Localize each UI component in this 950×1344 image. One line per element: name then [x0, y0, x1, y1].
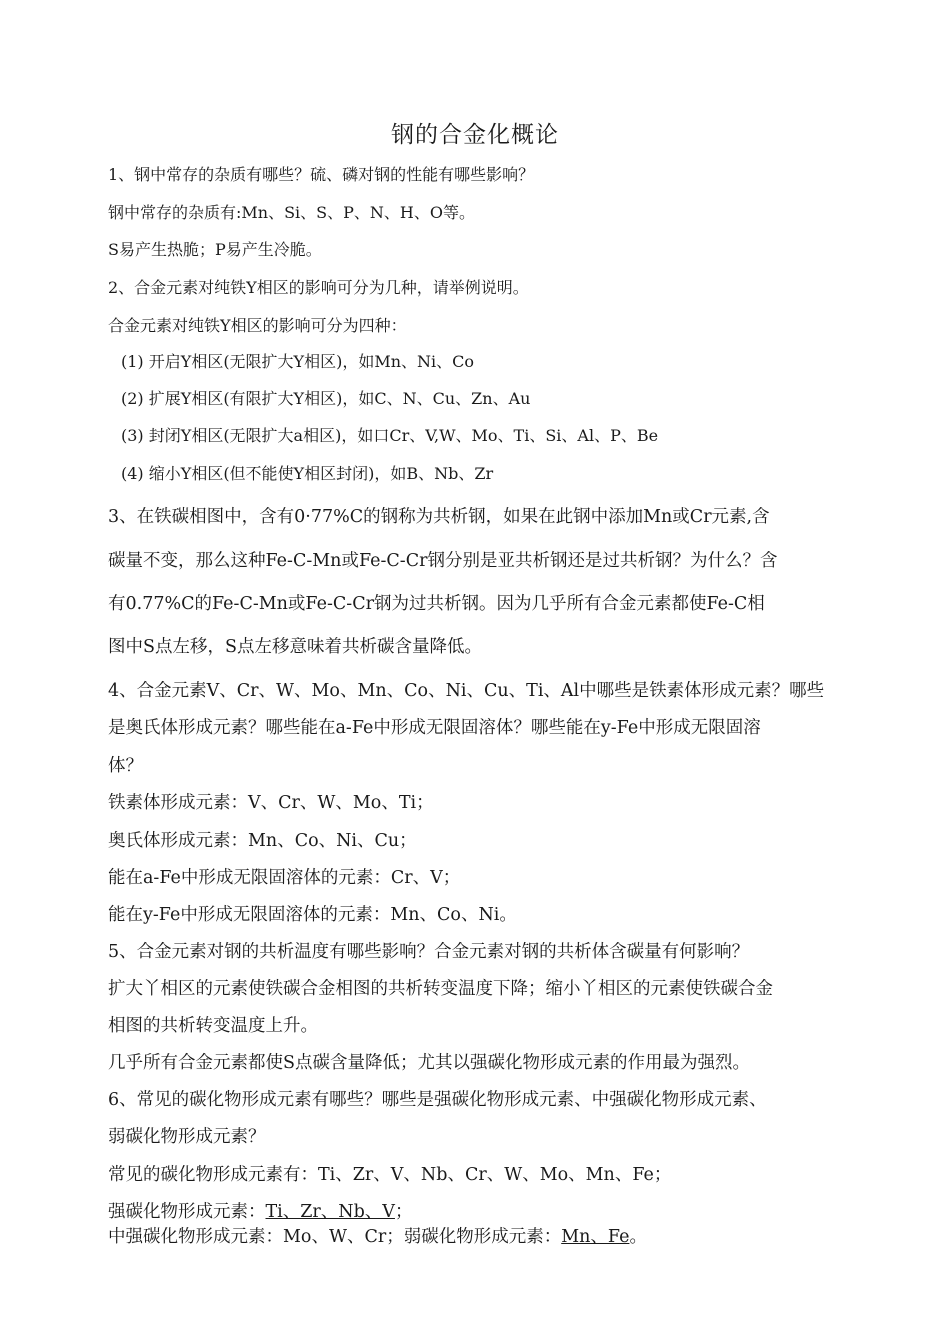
- answer-2-intro: 合金元素对纯铁Y相区的影响可分为四种：: [108, 316, 407, 335]
- answer-4-ferrite: 铁素体形成元素：V、Cr、W、Mo、Ti；: [108, 793, 434, 813]
- answer-6-common: 常见的碳化物形成元素有：Ti、Zr、V、Nb、Cr、W、Mo、Mn、Fe；: [108, 1165, 672, 1185]
- question-4-line-3: 体？: [108, 756, 143, 776]
- answer-1-effects: S易产生热脆；P易产生冷脆。: [108, 240, 322, 259]
- question-6-line-2: 弱碳化物形成元素？: [108, 1127, 266, 1147]
- answer-6-strong-elements: Ti、Zr、Nb、V: [265, 1202, 395, 1222]
- question-4-line-2: 是奥氏体形成元素？哪些能在a-Fe中形成无限固溶体？哪些能在y-Fe中形成无限固溶: [108, 718, 761, 738]
- answer-6-strong-label: 强碳化物形成元素：: [108, 1202, 266, 1222]
- answer-2-item-1: (1) 开启Y相区(无限扩大Y相区)，如Mn、Ni、Co: [121, 352, 475, 371]
- answer-1-impurities: 钢中常存的杂质有:Mn、Si、S、P、N、H、O等。: [108, 203, 475, 222]
- answer-6-medium-weak-label: 中强碳化物形成元素：Mo、W、Cr；弱碳化物形成元素：: [108, 1227, 562, 1247]
- answer-4-austenite: 奥氏体形成元素：Mn、Co、Ni、Cu；: [108, 831, 417, 851]
- question-6-line-1: 6、常见的碳化物形成元素有哪些？哪些是强碳化物形成元素、中强碳化物形成元素、: [108, 1090, 767, 1110]
- answer-5-line-1: 扩大丫相区的元素使铁碳合金相图的共析转变温度下降；缩小丫相区的元素使铁碳合金: [108, 979, 773, 999]
- question-3-line-1: 3、在铁碳相图中，含有0·77%C的钢称为共析钢，如果在此钢中添加Mn或Cr元素,含: [108, 507, 770, 527]
- question-2: 2、合金元素对纯铁Y相区的影响可分为几种，请举例说明。: [108, 278, 529, 297]
- answer-2-item-4: (4) 缩小Y相区(但不能使Y相区封闭)，如B、Nb、Zr: [121, 464, 494, 483]
- answer-6-weak-elements: Mn、Fe: [561, 1227, 630, 1247]
- answer-2-item-3: (3) 封闭Y相区(无限扩大a相区)，如口Cr、V,W、Mo、Ti、Si、Al、P、Be: [121, 426, 659, 445]
- answer-6-strong: [108, 1201, 843, 1223]
- answer-6-medium-weak: [108, 1226, 843, 1248]
- document-title: 钢的合金化概论: [391, 122, 559, 148]
- answer-5-line-3: 几乎所有合金元素都使S点碳含量降低；尤其以强碳化物形成元素的作用最为强烈。: [108, 1053, 750, 1073]
- question-5: 5、合金元素对钢的共析温度有哪些影响？合金元素对钢的共析体含碳量有何影响？: [108, 942, 750, 962]
- answer-4-gamma-fe: 能在y-Fe中形成无限固溶体的元素：Mn、Co、Ni。: [108, 905, 517, 925]
- answer-6-strong-tail: ；: [394, 1202, 413, 1222]
- answer-3-line-2: 图中S点左移，S点左移意味着共析碳含量降低。: [108, 637, 482, 657]
- question-1: 1、钢中常存的杂质有哪些？硫、磷对钢的性能有哪些影响？: [108, 165, 535, 184]
- answer-5-line-2: 相图的共析转变温度上升。: [108, 1016, 318, 1036]
- answer-3-line-1: 有0.77%C的Fe-C-Mn或Fe-C-Cr钢为过共析钢。因为几乎所有合金元素都使Fe-C相: [108, 594, 765, 614]
- question-3-line-2: 碳量不变，那么这种Fe-C-Mn或Fe-C-Cr钢分别是亚共析钢还是过共析钢？为什么？含: [108, 551, 778, 571]
- answer-2-item-2: (2) 扩展Y相区(有限扩大Y相区)，如C、N、Cu、Zn、Au: [121, 389, 531, 408]
- answer-4-alpha-fe: 能在a-Fe中形成无限固溶体的元素：Cr、V；: [108, 868, 461, 888]
- answer-6-medium-weak-tail: 。: [629, 1227, 647, 1247]
- question-4-line-1: 4、合金元素V、Cr、W、Mo、Mn、Co、Ni、Cu、Ti、Al中哪些是铁素体形成元素？哪些: [108, 681, 825, 701]
